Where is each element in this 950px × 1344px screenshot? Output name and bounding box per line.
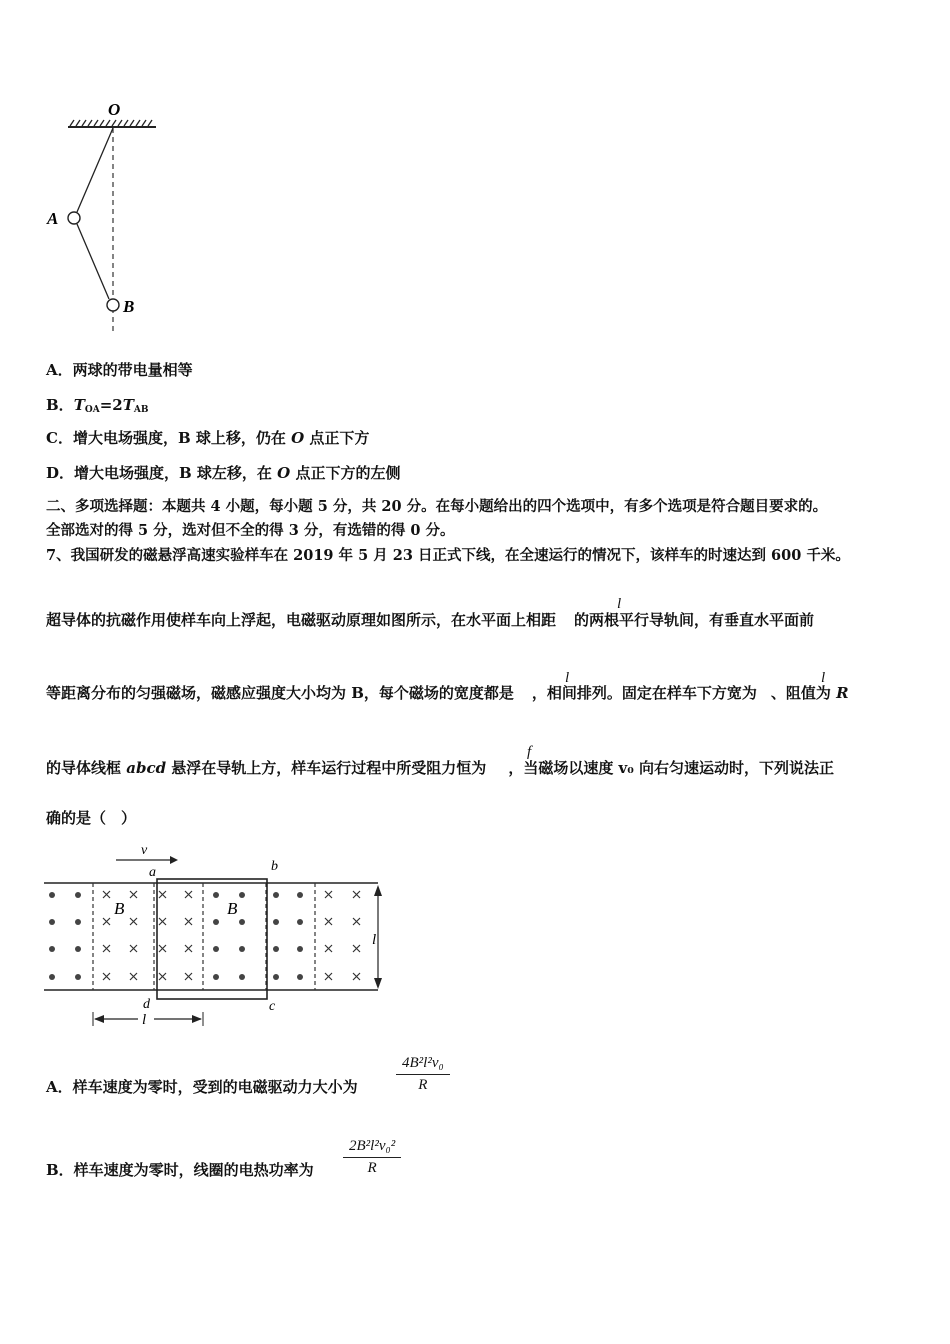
fraction-a (396, 1055, 450, 1094)
field-crosses-2 (159, 891, 192, 980)
field-boundaries (93, 883, 315, 990)
q6-option-c-pre: C．增大电场强度，B 球上移，仍在 (46, 429, 292, 447)
fraction-b-numerator: 2B²l²v₀² (343, 1138, 401, 1158)
dimension-right-arrow-up (374, 885, 382, 896)
velocity-arrowhead (170, 856, 178, 864)
maglev-diagram (38, 838, 398, 1038)
q7-line4 (46, 758, 834, 778)
dimension-bottom-arrow-right (192, 1015, 202, 1023)
label-b: B (123, 297, 135, 316)
frame-abcd: abcd (126, 759, 167, 777)
label-l-bottom: l (142, 1012, 147, 1028)
ball-a (68, 212, 80, 224)
symbol-l: l (565, 670, 570, 686)
label-b: b (271, 859, 278, 874)
q6-option-a: A．两球的带电量相等 (46, 361, 193, 379)
q7-line5: 确的是（ ） (46, 809, 137, 827)
symbol-l: l (821, 670, 826, 686)
fraction-a-numerator: 4B²l²v₀ (396, 1055, 450, 1075)
fraction-b-denominator: R (367, 1160, 377, 1176)
label-a: a (149, 865, 156, 880)
tension-ab: T (122, 396, 134, 414)
section2-line2: 全部选对的得 5 分，选对但不全的得 3 分，有选错的得 0 分。 (46, 522, 455, 539)
string-ab (77, 224, 109, 299)
sub-oa: OA (84, 405, 100, 415)
label-o: O (108, 100, 121, 119)
fraction-a-denominator: R (418, 1077, 428, 1093)
q7-line2 (46, 610, 814, 630)
q6-option-d-post: 点正下方的左侧 (290, 464, 401, 482)
label-b-field-2: B (227, 899, 238, 918)
label-v: v (141, 843, 148, 858)
q7-line3 (46, 683, 849, 703)
symbol-f: f (527, 744, 532, 760)
frame-abcd-rect (157, 879, 267, 999)
sub-ab: AB (133, 405, 149, 415)
ball-b (107, 299, 119, 311)
fraction-b (343, 1138, 401, 1177)
field-crosses-3 (325, 891, 360, 980)
q7-line4-part2: 悬浮在导轨上方，样车运行过程中所受阻力恒为 (166, 759, 487, 777)
point-o: O (277, 464, 291, 482)
field-dots-1 (49, 892, 81, 980)
field-dots-3 (273, 892, 303, 980)
label-d: d (143, 997, 150, 1012)
q7-line3-part2: ，相间排列。固定在样车下方宽为 (531, 684, 757, 702)
equals-2: =2 (99, 396, 123, 414)
q7-line3-part3: 、阻值为 (770, 684, 837, 702)
q6-option-b-prefix: B． (46, 396, 74, 414)
label-a: A (47, 209, 59, 228)
q7-line3-part1: 等距离分布的匀强磁场，磁感应强度大小均为 B，每个磁场的宽度都是 (46, 684, 514, 702)
q7-option-a: A．样车速度为零时，受到的电磁驱动力大小为 (46, 1078, 358, 1096)
q6-option-c (46, 428, 369, 448)
q7-line2-part1: 超导体的抗磁作用使样车向上浮起，电磁驱动原理如图所示，在水平面上相距 (46, 611, 557, 629)
string-oa (77, 128, 113, 212)
q7-line1: 7、我国研发的磁悬浮高速实验样车在 2019 年 5 月 23 日正式下线，在全速运行的情况下，该样车的时速达到 600 千米。 (46, 547, 850, 564)
q6-option-b (46, 395, 148, 420)
dimension-right-arrow-down (374, 978, 382, 989)
tension-oa: T (73, 396, 85, 414)
q7-line4-part1: 的导体线框 (46, 759, 127, 777)
q6-option-c-post: 点正下方 (304, 429, 370, 447)
q6-option-d (46, 463, 400, 483)
resistance-r: R (836, 684, 849, 702)
pendulum-figure (40, 95, 170, 340)
q6-option-d-pre: D．增大电场强度，B 球左移，在 (46, 464, 278, 482)
q7-line2-part2: 的两根平行导轨间，有垂直水平面前 (574, 611, 815, 629)
dimension-bottom-arrow-left (94, 1015, 104, 1023)
q7-option-b: B．样车速度为零时，线圈的电热功率为 (46, 1161, 314, 1179)
label-b-field-1: B (114, 899, 125, 918)
symbol-l: l (617, 596, 622, 612)
label-l-right: l (372, 932, 377, 948)
point-o: O (291, 429, 305, 447)
section2-line1: 二、多项选择题：本题共 4 小题，每小题 5 分，共 20 分。在每小题给出的四个选项中，有多个选项是符合题目要求的。 (46, 498, 828, 515)
q7-line4-part3: ，当磁场以速度 v₀ 向右匀速运动时，下列说法正 (508, 759, 835, 777)
label-c: c (269, 999, 276, 1014)
ceiling-hatch (70, 120, 152, 126)
